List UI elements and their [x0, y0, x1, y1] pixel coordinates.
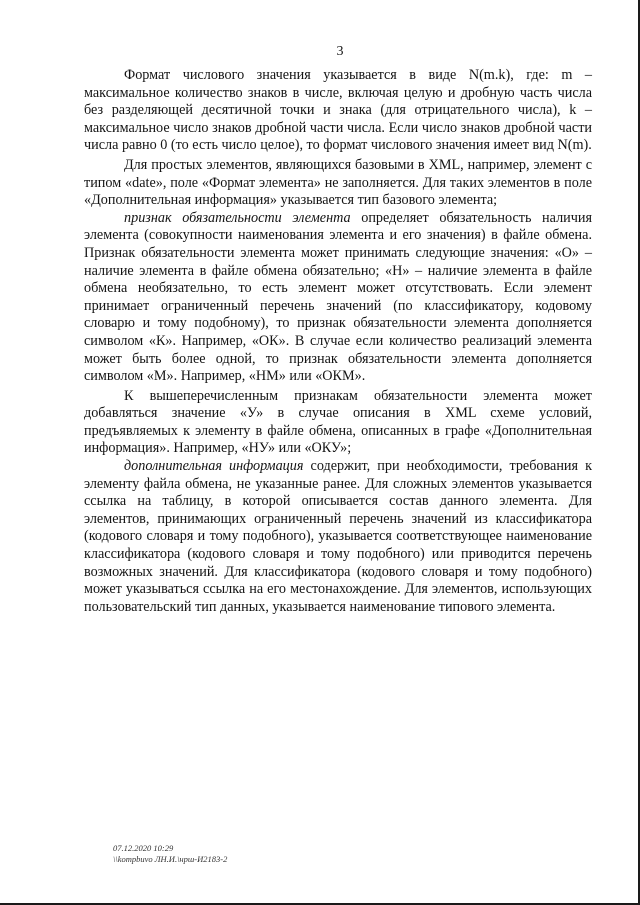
paragraph-mandatory-flag-text: определяет обязательность наличия элемента (совокупности наименования элемента и его значения) в файле обмена. Признак обязательности элемента может принимать следующие значения: «О» – наличие элемента в файле обмена обязательно; «Н» – наличие элемента в файле обмена необязательно, то есть элемент может отсутствовать. Если элемент принимает ограниченный перечень значений (по классификатору, кодовому словарю и тому подобному), то признак обязательности элемента дополняется символом «К». Например, «ОК». В случае если количество реализаций элемента может быть более одной, то признак обязательности элемента дополняется символом «М». Например, «НМ» или «ОКМ».	[84, 209, 592, 385]
paragraph-conditional-value: К вышеперечисленным признакам обязательности элемента может добавляться значение «У» в случае описания в XML схеме условий, предъявляемых к элементу в файле обмена, описанных в графе «Дополнительная информация». Например, «НУ» или «ОКУ»;	[84, 387, 592, 457]
term-mandatory-flag: признак обязательности элемента	[124, 209, 351, 226]
print-stamp	[113, 843, 227, 864]
print-file-reference: \\kompbuvo ЛН.И.\нрш-И2183-2	[113, 853, 228, 864]
document-body	[84, 67, 592, 616]
paragraph-simple-elements: Для простых элементов, являющихся базовыми в XML, например, элемент с типом «date», поле «Формат элемента» не заполняется. Для таких элементов в поле «Дополнительная информация» указывается тип базового элемента;	[84, 156, 592, 209]
page-number: 3	[336, 44, 344, 59]
paragraph-additional-info-text: содержит, при необходимости, требования к элементу файла обмена, не указанные ранее. Для сложных элементов указывается ссылка на таблицу, в которой описывается состав данного элемента. Для элементов, принимающих ограниченный перечень значений из классификатора (кодового словаря и тому подобного), указывается соответствующее наименование классификатора (кодового словаря и тому подобного) или приводится перечень возможных значений. Для классификатора (кодового словаря и тому подобного) может указываться ссылка на его местонахождение. Для элементов, использующих пользовательский тип данных, указывается наименование типового элемента.	[84, 458, 592, 615]
print-timestamp: 07.12.2020 10:29	[113, 843, 174, 853]
paragraph-mandatory-flag	[84, 210, 592, 386]
paragraph-additional-info	[84, 458, 592, 616]
paragraph-number-format: Формат числового значения указывается в виде N(m.k), где: m – максимальное количество знаков в числе, включая целую и дробную часть числа без разделяющей десятичной точки и знака (для отрицательного числа), k – максимальное число знаков дробной части числа. Если число знаков дробной части числа равно 0 (то есть число целое), то формат числового значения имеет вид N(m).	[84, 67, 592, 154]
term-additional-info: дополнительная информация	[124, 458, 304, 475]
